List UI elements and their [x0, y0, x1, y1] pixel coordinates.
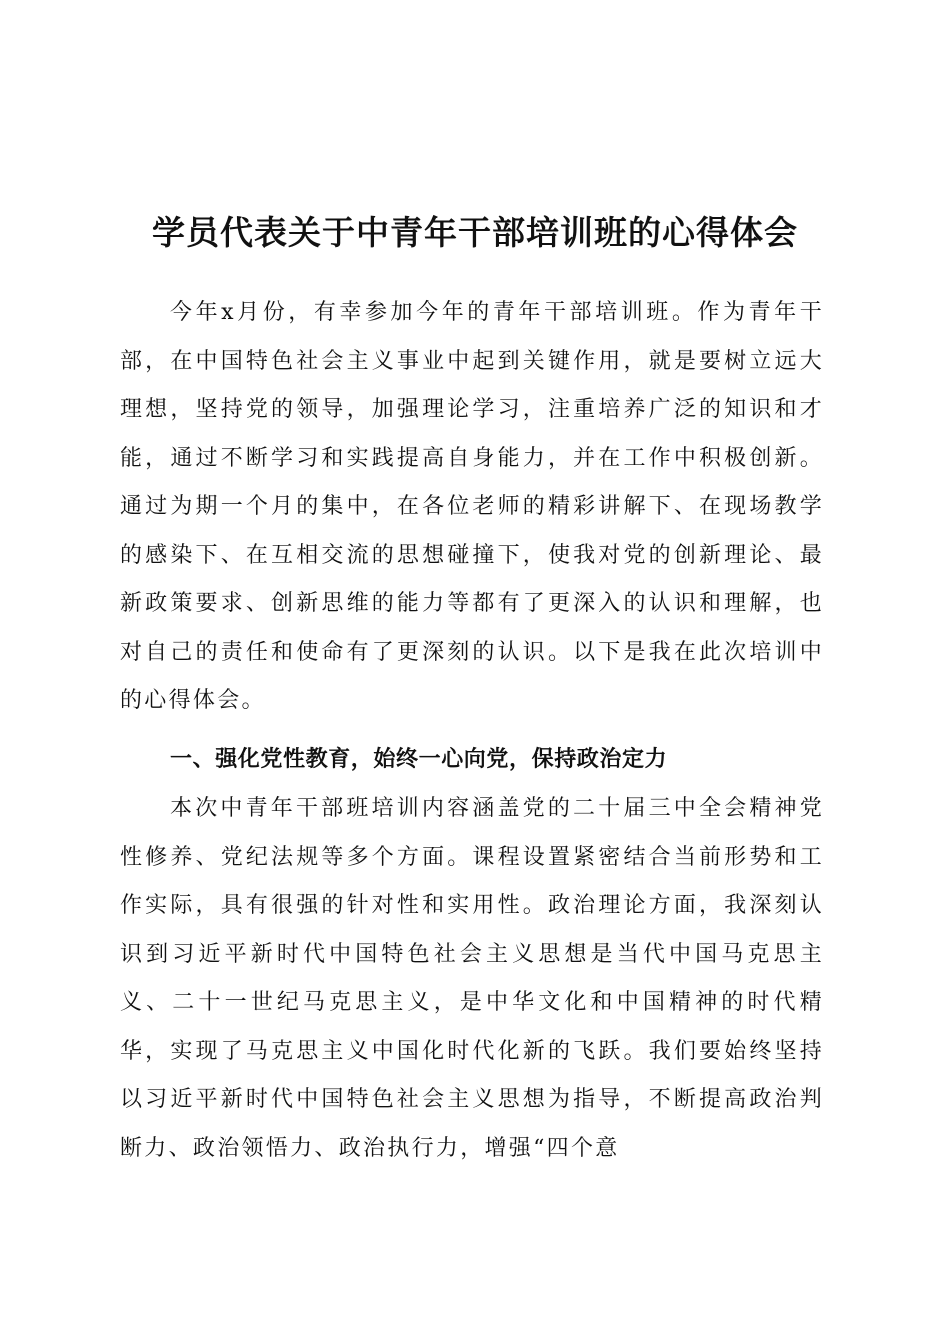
document-title: 学员代表关于中青年干部培训班的心得体会: [152, 213, 798, 253]
intro-paragraph: 今年x月份，有幸参加今年的青年干部培训班。作为青年干部，在中国特色社会主义事业中起到关键作用，就是要树立远大理想，坚持党的领导，加强理论学习，注重培养广泛的知识和才能，通过不断学习和实践提高自身能力，并在工作中积极创新。通过为期一个月的集中，在各位老师的精彩讲解下、在现场教学的感染下、在互相交流的思想碰撞下，使我对党的创新理论、最新政策要求、创新思维的能力等都有了更深入的认识和理解，也对自己的责任和使命有了更深刻的认识。以下是我在此次培训中的心得体会。: [120, 300, 824, 713]
section-heading-1: 一、强化党性教育，始终一心向党，保持政治定力: [170, 747, 668, 772]
section-1-paragraph: 本次中青年干部班培训内容涵盖党的二十届三中全会精神党性修养、党纪法规等多个方面。课程设置紧密结合当前形势和工作实际，具有很强的针对性和实用性。政治理论方面，我深刻认识到习近平新时代中国特色社会主义思想是当代中国马克思主义、二十一世纪马克思主义，是中华文化和中国精神的时代精华，实现了马克思主义中国化时代化新的飞跃。我们要始终坚持以习近平新时代中国特色社会主义思想为指导，不断提高政治判断力、政治领悟力、政治执行力，增强“四个意: [120, 796, 824, 1161]
